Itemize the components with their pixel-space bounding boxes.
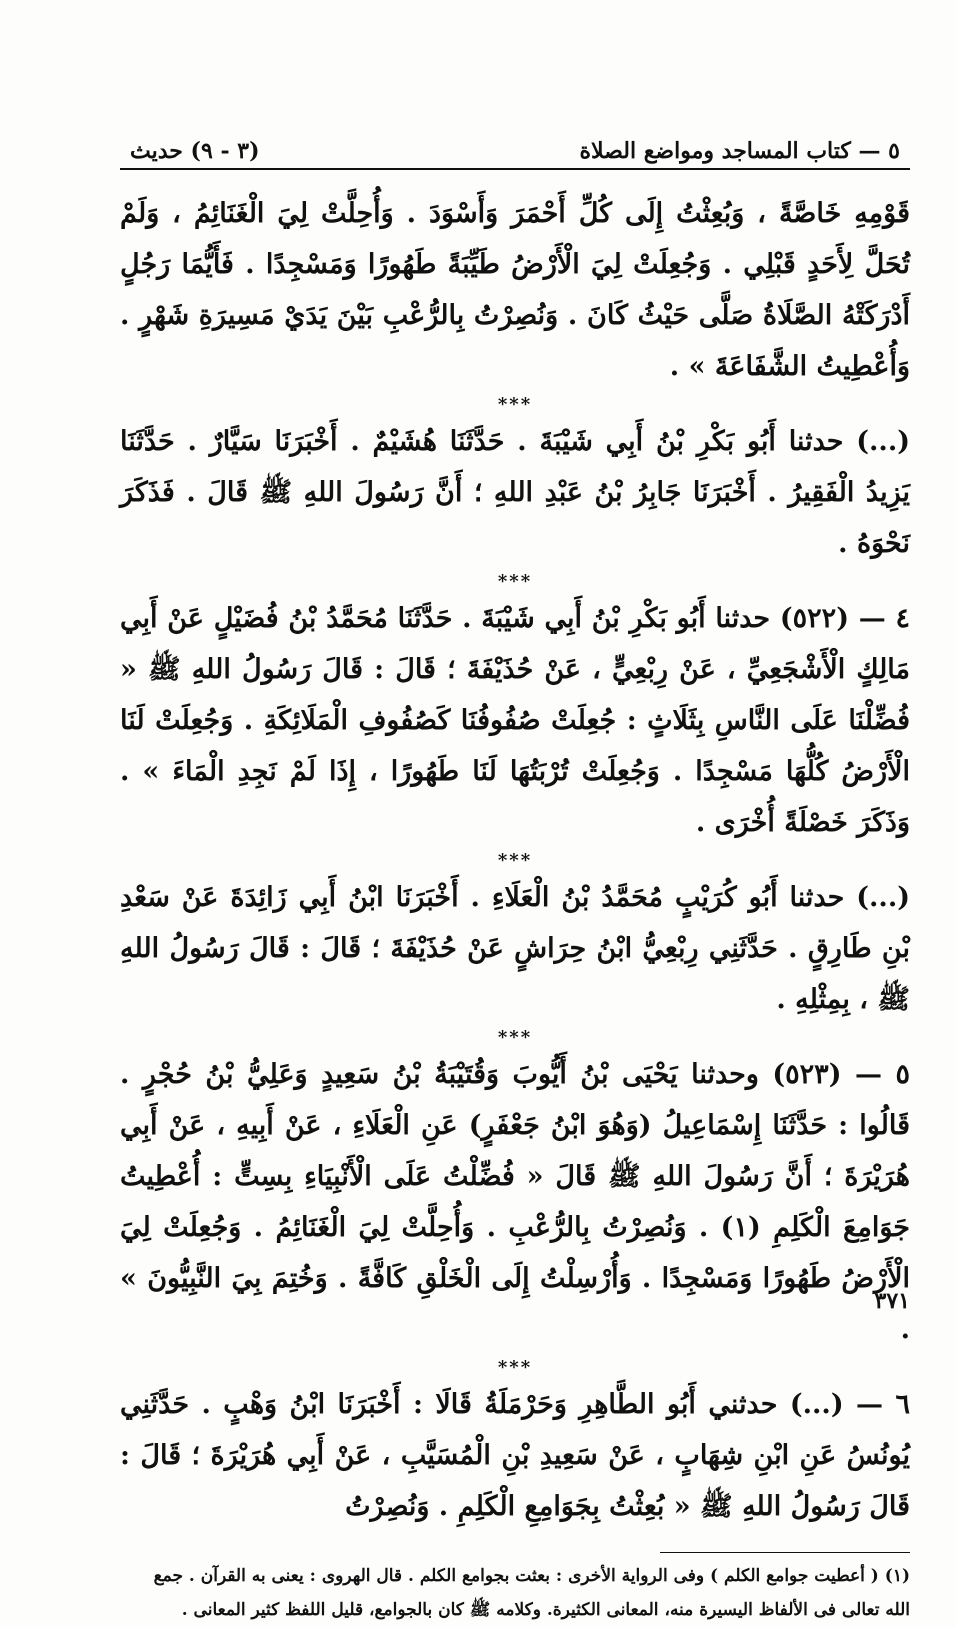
footnote-rule [660, 1552, 910, 1553]
page-body [120, 170, 910, 1627]
footnote-line-2: الله تعالى فى الألفاظ اليسيرة منه، المعانى الكثيرة. وكلامه ﷺ كان بالجوامع، قليل اللفظ كثير المعانى . [181, 1600, 910, 1620]
paragraph-hadith-523: ٥ — (٥٢٣) وحدثنا يَحْيَى بْنُ أَيُّوبَ وَقُتَيْبَةُ بْنُ سَعِيدٍ وَعَلِيُّ بْنُ حُجْرٍ . قَالُوا : حَدَّثَنَا إِسْمَاعِيلُ (وَهُوَ ابْنُ جَعْفَرٍ) عَنِ الْعَلَاءِ ، عَنْ أَبِيهِ ، عَنْ أَبِي هُرَيْرَةَ ؛ أَنَّ رَسُولَ اللهِ ﷺ قَالَ « فُضِّلْتُ عَلَى الْأَنْبِيَاءِ بِسِتٍّ : أُعْطِيتُ جَوَامِعَ الْكَلِمِ (١) . وَنُصِرْتُ بِالرُّعْبِ . وَأُحِلَّتْ لِيَ الْغَنَائِمُ . وَجُعِلَتْ لِيَ الْأَرْضُ طَهُورًا وَمَسْجِدًا . وَأُرْسِلْتُ إِلَى الْخَلْقِ كَافَّةً . وَخُتِمَ بِيَ النَّبِيُّونَ » . [120, 1059, 911, 1345]
book-page [120, 120, 911, 1620]
separator-stars: *** [497, 1027, 533, 1048]
page-number: ٣٧١ [874, 1288, 910, 1314]
paragraph-hadith-523-variant: ٦ — (...) حدثني أَبُو الطَّاهِرِ وَحَرْمَلَةُ قَالَا : أَخْبَرَنَا ابْنُ وَهْبٍ . حَدَّثَنِي يُونُسُ عَنِ ابْنِ شِهَابٍ ، عَنْ سَعِيدِ بْنِ الْمُسَيَّبِ ، عَنْ أَبِي هُرَيْرَةَ ؛ قَالَ : قَالَ رَسُولُ اللهِ ﷺ « بُعِثْتُ بِجَوَامِعِ الْكَلِمِ . وَنُصِرْتُ [120, 1389, 910, 1522]
footnote-line-1: (١) ( أعطيت جوامع الكلم ) وفى الرواية الأخرى : بعثت بجوامع الكلم . قال الهروى : يعنى به القرآن . جمع [153, 1566, 910, 1586]
paragraph-continuation: قَوْمِهِ خَاصَّةً ، وَبُعِثْتُ إِلَى كُلِّ أَحْمَرَ وَأَسْوَدَ . وَأُحِلَّتْ لِيَ الْغَنَائِمُ ، وَلَمْ تُحَلَّ لِأَحَدٍ قَبْلِي . وَجُعِلَتْ لِيَ الْأَرْضُ طَيِّبَةً طَهُورًا وَمَسْجِدًا . فَأَيُّمَا رَجُلٍ أَدْرَكَتْهُ الصَّلَاةُ صَلَّى حَيْثُ كَانَ . وَنُصِرْتُ بِالرُّعْبِ بَيْنَ يَدَيْ مَسِيرَةِ شَهْرٍ . وَأُعْطِيتُ الشَّفَاعَةَ » . [120, 198, 910, 382]
paragraph-hadith-jabir: (...) حدثنا أَبُو بَكْرِ بْنُ أَبِي شَيْبَةَ . حَدَّثَنَا هُشَيْمٌ . أَخْبَرَنَا سَيَّارٌ . حَدَّثَنَا يَزِيدُ الْفَقِيرُ . أَخْبَرَنَا جَابِرُ بْنُ عَبْدِ اللهِ ؛ أَنَّ رَسُولَ اللهِ ﷺ قَالَ . فَذَكَرَ نَحْوَهُ . [120, 426, 910, 559]
running-header [120, 120, 910, 170]
separator-stars: *** [497, 394, 533, 415]
hadith-range: (٣ - ٩) حديث [130, 138, 260, 164]
separator-stars: *** [497, 1357, 533, 1378]
separator-stars: *** [497, 850, 533, 871]
chapter-title: ٥ — كتاب المساجد ومواضع الصلاة [579, 138, 900, 164]
paragraph-hadith-522: ٤ — (٥٢٢) حدثنا أَبُو بَكْرِ بْنُ أَبِي شَيْبَةَ . حَدَّثَنَا مُحَمَّدُ بْنُ فُضَيْلٍ عَنْ أَبِي مَالِكٍ الْأَشْجَعِيِّ ، عَنْ رِبْعِيٍّ ، عَنْ حُذَيْفَةَ ؛ قَالَ : قَالَ رَسُولُ اللهِ ﷺ « فُضِّلْنَا عَلَى النَّاسِ بِثَلَاثٍ : جُعِلَتْ صُفُوفُنَا كَصُفُوفِ الْمَلَائِكَةِ . وَجُعِلَتْ لَنَا الْأَرْضُ كُلُّهَا مَسْجِدًا . وَجُعِلَتْ تُرْبَتُهَا لَنَا طَهُورًا ، إِذَا لَمْ نَجِدِ الْمَاءَ » . وَذَكَرَ خَصْلَةً أُخْرَى . [120, 603, 910, 838]
separator-stars: *** [497, 571, 533, 592]
paragraph-hadith-522-variant: (...) حدثنا أَبُو كُرَيْبٍ مُحَمَّدُ بْنُ الْعَلَاءِ . أَخْبَرَنَا ابْنُ أَبِي زَائِدَةَ عَنْ سَعْدِ بْنِ طَارِقٍ . حَدَّثَنِي رِبْعِيُّ ابْنُ حِرَاشٍ عَنْ حُذَيْفَةَ ؛ قَالَ : قَالَ رَسُولُ اللهِ ﷺ ، بِمِثْلِهِ . [120, 882, 910, 1015]
